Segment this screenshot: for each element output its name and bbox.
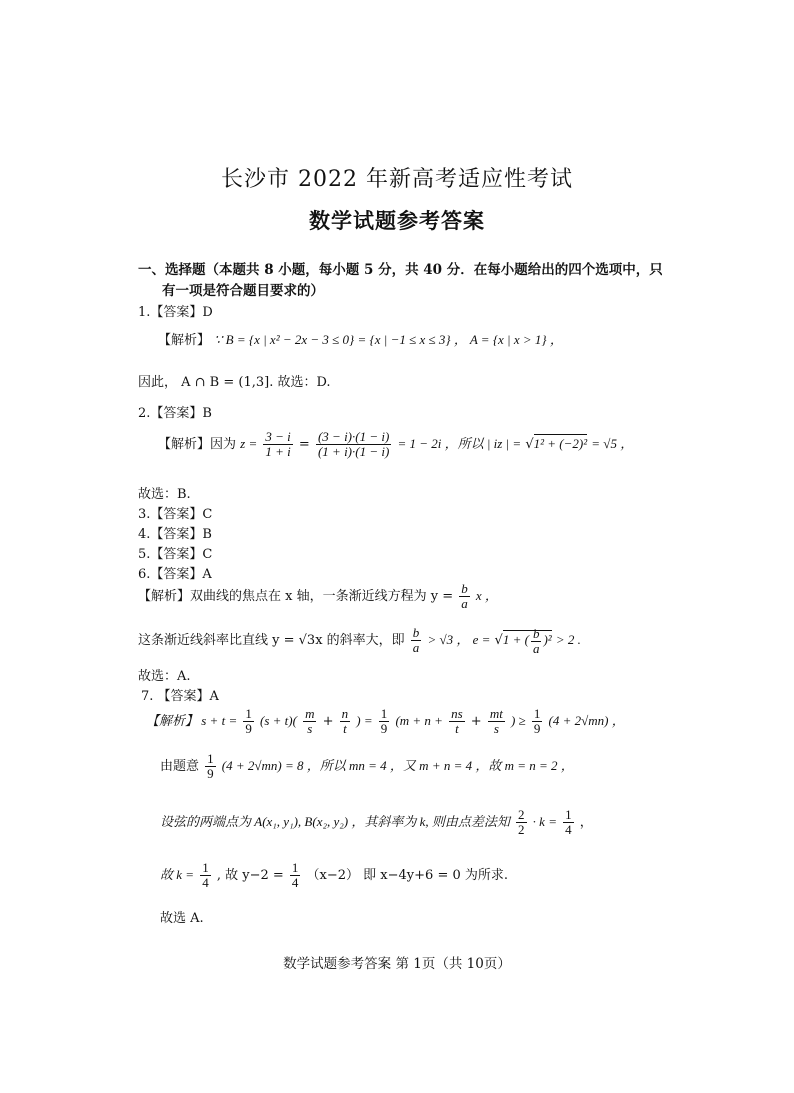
fraction-denominator: 4 <box>565 822 572 837</box>
fraction-denominator: 4 <box>202 875 209 890</box>
analysis-label: 【解析】因为 <box>158 437 237 452</box>
fraction-denominator: s <box>493 721 499 736</box>
q2-sqrt-content: 1² + (−2)² <box>533 436 588 451</box>
fraction-numerator: 1 <box>245 706 252 721</box>
q7-text-h: (4 + 2√mn) ， <box>548 713 625 728</box>
fraction-m-over-s <box>303 707 316 736</box>
q6-text-2: x ， <box>475 588 498 603</box>
fraction-one-ninth <box>243 707 254 736</box>
q7-text-e: (m + n + <box>395 713 443 728</box>
fraction-denominator: 1 + i <box>265 444 291 459</box>
analysis-label: 【解析】 <box>158 333 211 348</box>
fraction-denominator: 2 <box>518 822 525 837</box>
fraction-numerator: b <box>461 581 468 596</box>
q6-text-1: 【解析】双曲线的焦点在 x 轴，一条渐近线方程为 y = <box>138 589 454 604</box>
q7-text-l3a: 设弦的两端点为 A(x₁, y₁), B(x₂, y₂) ，其斜率为 k, 则由点差法知 <box>160 814 510 829</box>
fraction-numerator: 2 <box>518 807 525 822</box>
q7-analysis-line1 <box>146 707 625 736</box>
q1-conclusion: 因此， A ∩ B = (1,3]. 故选：D. <box>138 375 331 390</box>
q7-text-a: 【解析】 s + t = <box>146 713 238 728</box>
fraction-two-over-two <box>516 808 527 837</box>
q7-analysis-line3 <box>160 808 593 837</box>
q6-analysis-line1 <box>138 582 498 611</box>
fraction-mt-over-s <box>488 707 505 736</box>
q6-fraction-b-over-a <box>411 626 422 655</box>
q7-text-l2b: (4 + 2√mn) = 8 ，所以 mn = 4 ，又 m + n = 4 ，故 m = n = 2 ， <box>221 758 574 773</box>
fraction-numerator: m <box>305 706 315 721</box>
q5-answer: 5.【答案】C <box>138 547 213 562</box>
fraction-one-ninth <box>532 707 543 736</box>
fraction-numerator: 3 − i <box>265 429 291 444</box>
q2-z: z = <box>240 436 258 451</box>
fraction-denominator: a <box>412 640 420 655</box>
page-footer: 数学试题参考答案 第 1页（共 10页） <box>283 956 511 972</box>
fraction-denominator: (1 + i)·(1 − i) <box>317 444 390 459</box>
page-title: 长沙市 2022 年新高考适应性考试 <box>221 167 573 192</box>
fraction-numerator: 1 <box>202 860 209 875</box>
fraction-numerator: ns <box>451 706 463 721</box>
q6-fraction-b-over-a <box>459 582 470 611</box>
fraction-numerator: 1 <box>565 807 572 822</box>
q7-text-l3b: · k = <box>532 814 557 829</box>
plus-sign: + <box>470 714 482 729</box>
q6-analysis-line2 <box>138 626 581 656</box>
fraction-denominator: a <box>532 640 540 656</box>
fraction-one-fourth <box>200 861 211 890</box>
q1-analysis <box>158 329 563 348</box>
fraction-denominator: t <box>343 721 347 736</box>
fraction-n-over-t <box>340 707 351 736</box>
fraction-denominator: 4 <box>291 875 299 890</box>
q6-sqrt-content <box>502 625 552 656</box>
q7-text-l4a: 故 k = <box>160 867 195 882</box>
section-heading: 一、选择题（本题共 8 小题，每小题 5 分，共 40 分．在每小题给出的四个选项中，只 <box>138 262 663 278</box>
q2-end: = √5 ， <box>591 436 634 451</box>
section-heading-cont: 有一项是符合题目要求的） <box>162 283 324 299</box>
q7-conclusion: 故选 A. <box>160 911 204 926</box>
fraction-numerator: b <box>532 625 540 641</box>
q7-text-l3c: ， <box>579 815 593 830</box>
q7-text-g: ) ≥ <box>510 713 526 728</box>
q2-rest: = 1 − 2i ，所以 | iz | = <box>397 436 522 451</box>
fraction-denominator: 9 <box>533 721 541 736</box>
sqrt-icon: √ <box>494 633 503 648</box>
fraction-one-ninth <box>379 707 390 736</box>
q1-answer: 1.【答案】D <box>138 305 213 320</box>
q6-answer: 6.【答案】A <box>138 567 212 582</box>
fraction-one-ninth <box>205 752 216 781</box>
fraction-denominator: 9 <box>207 766 214 781</box>
fraction-denominator: a <box>461 596 468 611</box>
q7-text-l2a: 由题意 <box>160 759 200 774</box>
fraction-numerator: (3 − i)·(1 − i) <box>317 429 390 444</box>
q7-text-d: ) = <box>356 713 373 728</box>
q2-fraction-1 <box>263 430 292 459</box>
q7-text-b: (s + t)( <box>260 713 297 728</box>
plus-sign: + <box>322 714 334 729</box>
fraction-one-fourth <box>563 808 574 837</box>
q4-answer: 4.【答案】B <box>138 527 212 542</box>
page-subtitle: 数学试题参考答案 <box>309 208 485 233</box>
q2-answer: 2.【答案】B <box>138 406 212 421</box>
fraction-numerator: 1 <box>533 706 541 721</box>
fraction-numerator: 1 <box>380 706 388 721</box>
sqrt-icon: √ <box>525 437 534 452</box>
q6-text-5: > 2 . <box>555 632 581 647</box>
fraction-numerator: 1 <box>291 860 299 875</box>
q7-text-l4b: , 故 y−2 = <box>216 868 284 883</box>
q6-text-3: 这条渐近线斜率比直线 y = √3x 的斜率大，即 <box>138 633 405 648</box>
q3-answer: 3.【答案】C <box>138 507 213 522</box>
q7-answer: 7. 【答案】A <box>141 689 219 704</box>
q6-text-4: > √3 ， e = <box>427 632 491 647</box>
fraction-one-fourth <box>290 861 301 890</box>
q1-expression: ∵ B = {x | x² − 2x − 3 ≤ 0} = {x | −1 ≤ x ≤ 3} ， A = {x | x > 1} ， <box>214 332 563 347</box>
fraction-numerator: 1 <box>207 751 214 766</box>
fraction-numerator: n <box>341 706 349 721</box>
q2-fraction-2 <box>316 430 391 459</box>
q2-analysis <box>158 430 633 459</box>
q6-sqrt-b: )² <box>543 632 552 647</box>
fraction-denominator: 9 <box>380 721 388 736</box>
fraction-denominator: 9 <box>245 721 252 736</box>
q2-conclusion: 故选：B. <box>138 487 191 502</box>
fraction-numerator: mt <box>489 706 503 721</box>
fraction-denominator: s <box>307 721 313 736</box>
fraction-denominator: t <box>455 721 459 736</box>
q6-conclusion: 故选：A. <box>138 669 191 684</box>
fraction-ns-over-t <box>449 707 465 736</box>
equals-sign: = <box>298 437 310 452</box>
q7-text-l4c: （x−2） 即 x−4y+6 = 0 为所求. <box>306 868 509 883</box>
q6-sqrt-a: 1 + ( <box>502 632 529 647</box>
q7-analysis-line2 <box>160 752 574 781</box>
q7-analysis-line4 <box>160 861 508 890</box>
fraction-numerator: b <box>412 625 420 640</box>
q6-fraction-b-over-a <box>531 627 542 656</box>
